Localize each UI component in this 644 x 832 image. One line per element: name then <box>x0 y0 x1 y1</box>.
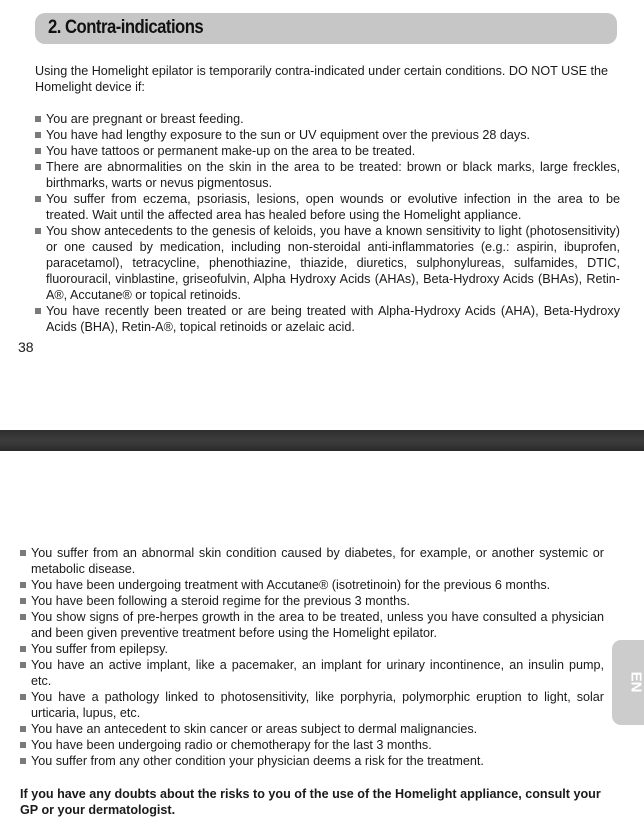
list-item <box>20 753 604 769</box>
list-item-text: You have been undergoing treatment with Accutane® (isotretinoin) for the previous 6 months. <box>31 578 551 592</box>
bullet-square-icon <box>20 726 26 732</box>
page-number: 38 <box>18 339 34 355</box>
bullet-square-icon <box>35 228 41 234</box>
language-tab-label: EN <box>627 671 644 693</box>
contraindication-list-2 <box>20 545 604 769</box>
bullet-square-icon <box>20 694 26 700</box>
list-item <box>35 143 620 159</box>
list-item-text: You have an antecedent to skin cancer or areas subject to dermal malignancies. <box>31 722 478 736</box>
list-item-text: You have been undergoing radio or chemotherapy for the last 3 months. <box>31 738 432 752</box>
list-item <box>20 689 604 721</box>
bullet-square-icon <box>35 196 41 202</box>
list-item-text: You have recently been treated or are being treated with Alpha-Hydroxy Acids (AHA), Beta-Hydroxy Acids (BHA), Retin-A®, topical retinoids or azelaic acid. <box>46 304 620 334</box>
list-item-text: You show antecedents to the genesis of keloids, you have a known sensitivity to light (photosensitivity) or one caused by medication, including non-steroidal anti-inflammatories (e.g.: aspirin, ibuprofen, paracetamol), tetracycline, phenothiazine, thiazide, diuretics, sulphonylureas, sulfamides, DTIC, fluorouracil, vinblastine, griseofulvin, Alpha Hydroxy Acids (AHAs), Beta-Hydroxy Acids (BHAs), Retin-A®, Accutane® or topical retinoids. <box>46 224 620 302</box>
bullet-square-icon <box>20 662 26 668</box>
bullet-square-icon <box>20 646 26 652</box>
list-item <box>20 609 604 641</box>
list-item-text: You show signs of pre-herpes growth in the area to be treated, unless you have consulted a physician and been given preventive treatment before using the Homelight epilator. <box>31 610 604 640</box>
list-item <box>20 641 604 657</box>
bullet-square-icon <box>20 550 26 556</box>
contraindication-list-1 <box>35 111 620 335</box>
list-item-text: You suffer from any other condition your physician deems a risk for the treatment. <box>31 754 484 768</box>
list-item <box>35 127 620 143</box>
list-item <box>35 303 620 335</box>
bullet-square-icon <box>20 598 26 604</box>
bullet-square-icon <box>35 308 41 314</box>
list-item <box>20 545 604 577</box>
bullet-square-icon <box>20 582 26 588</box>
list-item <box>20 721 604 737</box>
list-item-text: There are abnormalities on the skin in the area to be treated: brown or black marks, large freckles, birthmarks, warts or nevus pigmentosus. <box>46 160 620 190</box>
list-item-text: You suffer from epilepsy. <box>31 642 168 656</box>
section-header <box>35 13 617 44</box>
list-item-text: You have tattoos or permanent make-up on the area to be treated. <box>46 144 416 158</box>
intro-paragraph: Using the Homelight epilator is temporarily contra-indicated under certain conditions. DO NOT USE the Homelight device if: <box>35 64 609 94</box>
list-item <box>20 593 604 609</box>
list-item-text: You are pregnant or breast feeding. <box>46 112 244 126</box>
bullet-square-icon <box>20 758 26 764</box>
bullet-square-icon <box>35 148 41 154</box>
list-item <box>20 577 604 593</box>
list-item <box>35 159 620 191</box>
list-item <box>35 223 620 303</box>
list-item-text: You have had lengthy exposure to the sun or UV equipment over the previous 28 days. <box>46 128 531 142</box>
list-item <box>20 737 604 753</box>
bullet-square-icon <box>35 164 41 170</box>
list-item-text: You suffer from an abnormal skin condition caused by diabetes, for example, or another systemic or metabolic disease. <box>31 546 604 576</box>
list-item <box>20 657 604 689</box>
list-item-text: You have an active implant, like a pacemaker, an implant for urinary incontinence, an insulin pump, etc. <box>31 658 604 688</box>
list-item <box>35 111 620 127</box>
bullet-square-icon <box>20 742 26 748</box>
list-item-text: You have been following a steroid regime for the previous 3 months. <box>31 594 410 608</box>
list-item-text: You suffer from eczema, psoriasis, lesions, open wounds or evolutive infection in the area to be treated. Wait until the affected area has healed before using the Homelight appliance. <box>46 192 620 222</box>
bullet-square-icon <box>35 116 41 122</box>
language-tab <box>612 640 644 725</box>
bullet-square-icon <box>35 132 41 138</box>
list-item-text: You have a pathology linked to photosensitivity, like porphyria, polymorphic eruption to light, solar urticaria, lupus, etc. <box>31 690 604 720</box>
closing-note: If you have any doubts about the risks to you of the use of the Homelight appliance, consult your GP or your dermatologist. <box>20 787 601 817</box>
page-divider <box>0 430 644 451</box>
list-item <box>35 191 620 223</box>
section-title: 2. Contra-indications <box>48 17 204 38</box>
bullet-square-icon <box>20 614 26 620</box>
